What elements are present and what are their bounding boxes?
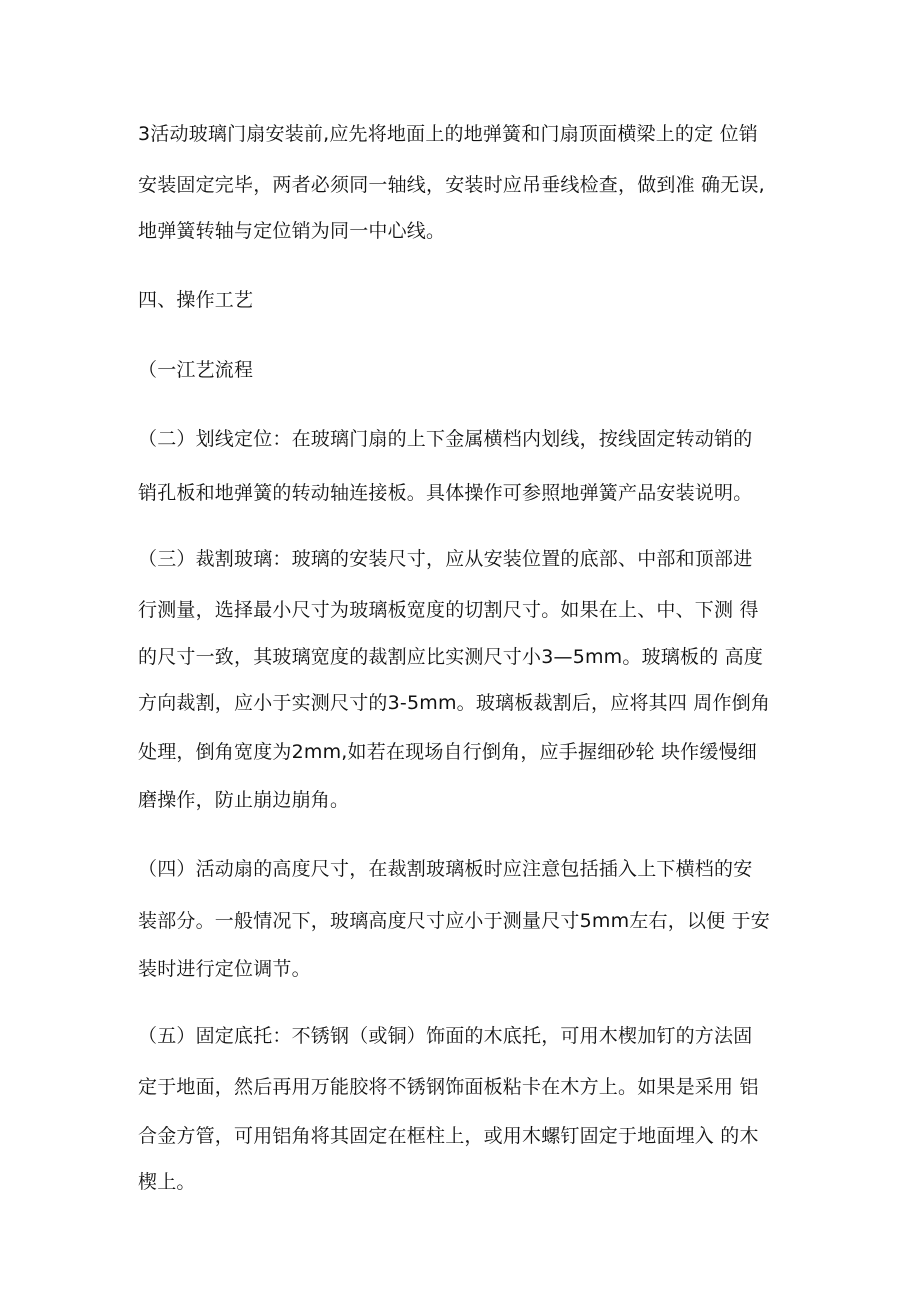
text-line: 装部分。一般情况下，玻璃高度尺寸应小于测量尺寸5mm左右，以便 于安 [138,910,770,932]
text-line: 的尺寸一致，其玻璃宽度的裁割应比实测尺寸小3—5mm。玻璃板的 高度 [138,646,764,668]
text-line: 行测量，选择最小尺寸为玻璃板宽度的切割尺寸。如果在上、中、下测 得 [138,599,759,621]
text-line: 销孔板和地弹簧的转动轴连接板。具体操作可参照地弹簧产品安装说明。 [138,482,753,504]
text-line: （三）裁割玻璃：玻璃的安装尺寸，应从安装位置的底部、中部和顶部进 [138,548,753,570]
text-line: 磨操作，防止崩边崩角。 [138,789,350,811]
text-line: 定于地面，然后再用万能胶将不锈钢饰面板粘卡在木方上。如果是采用 铝 [138,1076,759,1098]
text-line: 装时进行定位调节。 [138,958,311,980]
section-heading: 四、操作工艺 [138,289,254,311]
text-line: 地弹簧转轴与定位销为同一中心线。 [138,220,446,242]
text-line: 方向裁割，应小于实测尺寸的3-5mm。玻璃板裁割后，应将其四 周作倒角 [138,692,771,714]
text-line: （五）固定底托：不锈钢（或铜）饰面的木底托，可用木楔加钉的方法固 [138,1025,753,1047]
text-line: （一江艺流程 [138,359,254,381]
text-line: （二）划线定位：在玻璃门扇的上下金属横档内划线，按线固定转动销的 [138,428,753,450]
text-line: 楔上。 [138,1171,196,1193]
text-line: 3活动玻璃门扇安装前,应先将地面上的地弹簧和门扇顶面横梁上的定 位销 [138,123,758,145]
text-line: 安装固定完毕，两者必须同一轴线，安装时应吊垂线检查，做到准 确无误, [138,174,765,196]
text-line: （四）活动扇的高度尺寸，在裁割玻璃板时应注意包括插入上下横档的安 [138,858,753,880]
text-line: 合金方管，可用铝角将其固定在框柱上，或用木螺钉固定于地面埋入 的木 [138,1125,759,1147]
text-line: 处理，倒角宽度为2mm,如若在现场自行倒角，应手握细砂轮 块作缓慢细 [138,741,757,763]
